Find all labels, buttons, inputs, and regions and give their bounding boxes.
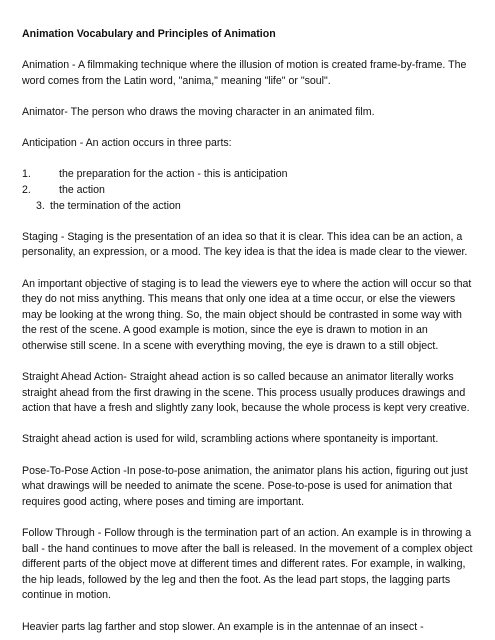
- list-item-number: 2.: [22, 183, 31, 196]
- list-item: [22, 199, 474, 215]
- paragraph-straight-ahead: Straight Ahead Action- Straight ahead action is so called because an animator literally works straight ahead from the first drawing in the scene. This process usually produces drawings and action that have a fresh and slightly zany look, because the whole process is kept very creative.: [22, 371, 470, 415]
- paragraph-staging: Staging - Staging is the presentation of an idea so that it is clear. This idea can be an action, a personality, an expression, or a mood. The key idea is that the idea is made clear to the viewer.: [22, 230, 468, 259]
- list-item-text: the action: [59, 183, 105, 196]
- document-title: Animation Vocabulary and Principles of Animation: [22, 28, 276, 40]
- paragraph-heavier-parts: Heavier parts lag farther and stop slower. An example is in the antennae of an insect -: [22, 620, 424, 633]
- anticipation-list: [22, 167, 474, 214]
- paragraph-straight-ahead-usage: Straight ahead action is used for wild, scrambling actions where spontaneity is important.: [22, 433, 439, 446]
- list-item: [22, 167, 474, 183]
- paragraph-animation: Animation - A filmmaking technique where the illusion of motion is created frame-by-frame. The word comes from the Latin word, "anima," meaning "life" or "soul".: [22, 59, 467, 87]
- paragraph-staging-objective: An important objective of staging is to lead the viewers eye to where the action will occur so that they do not miss anything. This means that only one idea at a time occur, or else the viewers may be looking at the wrong thing. So, the main object should be contrasted in some way with the rest of the scene. A good example is motion, since the eye is drawn to motion in an otherwise still scene. In a scene with everything moving, the eye is drawn to a still object.: [22, 277, 472, 352]
- list-item-number: 3.: [36, 199, 45, 212]
- list-item: [22, 183, 474, 199]
- list-item-text: the termination of the action: [50, 199, 181, 212]
- paragraph-pose-to-pose: Pose-To-Pose Action -In pose-to-pose animation, the animator plans his action, figuring out just what drawings will be needed to animate the scene. Pose-to-pose is used for animation that requires good acting, where poses and timing are important.: [22, 464, 468, 508]
- list-item-text: the preparation for the action - this is anticipation: [59, 168, 288, 181]
- paragraph-follow-through: Follow Through - Follow through is the termination part of an action. An example is in throwing a ball - the hand continues to move after the ball is released. In the movement of a complex object different parts of the object move at different times and different rates. For example, in walking, the hip leads, followed by the leg and then the foot. As the lead part stops, the lagging parts continue in motion.: [22, 527, 473, 602]
- list-item-number: 1.: [22, 168, 31, 181]
- paragraph-anticipation: Anticipation - An action occurs in three parts:: [22, 137, 232, 150]
- document-page: [22, 27, 474, 635]
- paragraph-animator: Animator- The person who draws the moving character in an animated film.: [22, 105, 375, 118]
